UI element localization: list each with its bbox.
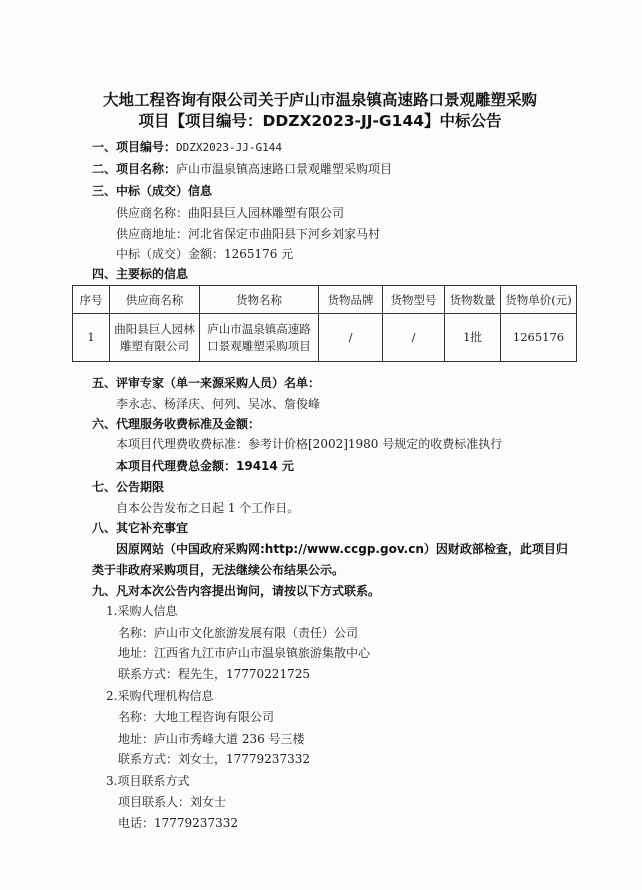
agency-name: 名称：大地工程咨询有限公司 bbox=[118, 710, 275, 724]
col-header-no: 序号 bbox=[73, 286, 110, 314]
expert-names: 李永志、杨泽庆、何列、吴冰、詹俊峰 bbox=[116, 397, 321, 411]
section-notice-period-heading: 七、公告期限 bbox=[92, 480, 165, 494]
project-number-value: DDZX2023-JJ-G144 bbox=[176, 141, 282, 154]
cell-no: 1 bbox=[73, 314, 110, 362]
section-project-number bbox=[92, 139, 282, 156]
agency-fee-standard: 本项目代理费收费标准：参考计价格[2002]1980 号规定的收费标准执行 bbox=[116, 437, 503, 451]
agency-fee-total: 本项目代理费总金额：19414 元 bbox=[116, 459, 294, 473]
purchaser-info-title: 1.采购人信息 bbox=[106, 604, 178, 618]
supplement-text-line2: 类于非政府采购项目，无法继续公布结果公示。 bbox=[92, 563, 345, 577]
col-header-model: 货物型号 bbox=[383, 286, 445, 314]
supplement-text-line1: 因原网站（中国政府采购网:http://www.ccgp.gov.cn）因财政部检查，此项目归 bbox=[116, 542, 568, 556]
section-award-heading: 三、中标（成交）信息 bbox=[92, 184, 213, 198]
supplier-address: 供应商地址：河北省保定市曲阳县下河乡刘家马村 bbox=[116, 227, 381, 241]
project-name-value: 庐山市温泉镇高速路口景观雕塑采购项目 bbox=[176, 162, 393, 176]
cell-brand: / bbox=[319, 314, 383, 362]
cell-goods-line1: 庐山市温泉镇高速路 bbox=[207, 321, 311, 336]
project-contact-phone: 电话：17779237332 bbox=[118, 816, 238, 830]
cell-goods bbox=[200, 314, 319, 362]
supplier-name: 供应商名称：曲阳县巨人园林雕塑有限公司 bbox=[116, 206, 345, 220]
section-project-number-label: 一、项目编号： bbox=[92, 140, 177, 154]
col-header-supplier: 供应商名称 bbox=[110, 286, 200, 314]
cell-supplier bbox=[110, 314, 200, 362]
cell-model: / bbox=[383, 314, 445, 362]
section-experts-heading: 五、评审专家（单一来源采购人员）名单： bbox=[92, 376, 321, 390]
agency-contact: 联系方式：刘女士，17779237332 bbox=[118, 752, 310, 766]
cell-supplier-line2: 雕塑有限公司 bbox=[120, 338, 189, 353]
section-agency-fee-heading: 六、代理服务收费标准及金额： bbox=[92, 417, 261, 431]
col-header-unit-price: 货物单价(元) bbox=[501, 286, 577, 314]
section-items-heading: 四、主要标的信息 bbox=[92, 267, 189, 281]
cell-supplier-line1: 曲阳县巨人园林 bbox=[114, 321, 195, 336]
section-contact-heading: 九、凡对本次公告内容提出询问，请按以下方式联系。 bbox=[92, 584, 381, 598]
award-amount: 中标（成交）金额：1265176 元 bbox=[116, 247, 294, 261]
purchaser-address: 地址：江西省九江市庐山市温泉镇旅游集散中心 bbox=[118, 646, 371, 660]
table-row bbox=[73, 314, 577, 362]
col-header-goods: 货物名称 bbox=[200, 286, 319, 314]
col-header-quantity: 货物数量 bbox=[445, 286, 501, 314]
agency-address: 地址：庐山市秀峰大道 236 号三楼 bbox=[118, 732, 305, 746]
cell-unit-price: 1265176 bbox=[501, 314, 577, 362]
items-table bbox=[72, 285, 577, 362]
project-contact-person: 项目联系人：刘女士 bbox=[118, 795, 227, 809]
agency-info-title: 2.采购代理机构信息 bbox=[106, 689, 214, 703]
table-header-row bbox=[73, 286, 577, 314]
purchaser-name: 名称：庐山市文化旅游发展有限（责任）公司 bbox=[118, 626, 359, 640]
cell-quantity: 1批 bbox=[445, 314, 501, 362]
section-project-name-label: 二、项目名称： bbox=[92, 162, 177, 176]
notice-period-text: 自本公告发布之日起 1 个工作日。 bbox=[116, 501, 300, 515]
project-contact-title: 3.项目联系方式 bbox=[106, 774, 190, 788]
document-title-line2: 项目【项目编号：DDZX2023-JJ-G144】中标公告 bbox=[138, 112, 502, 130]
document-title-line1: 大地工程咨询有限公司关于庐山市温泉镇高速路口景观雕塑采购 bbox=[102, 91, 537, 109]
section-project-name bbox=[92, 161, 392, 177]
purchaser-contact: 联系方式：程先生，17770221725 bbox=[118, 667, 310, 681]
section-supplement-heading: 八、其它补充事宜 bbox=[92, 521, 189, 535]
col-header-brand: 货物品牌 bbox=[319, 286, 383, 314]
cell-goods-line2: 口景观雕塑采购项目 bbox=[207, 338, 311, 353]
